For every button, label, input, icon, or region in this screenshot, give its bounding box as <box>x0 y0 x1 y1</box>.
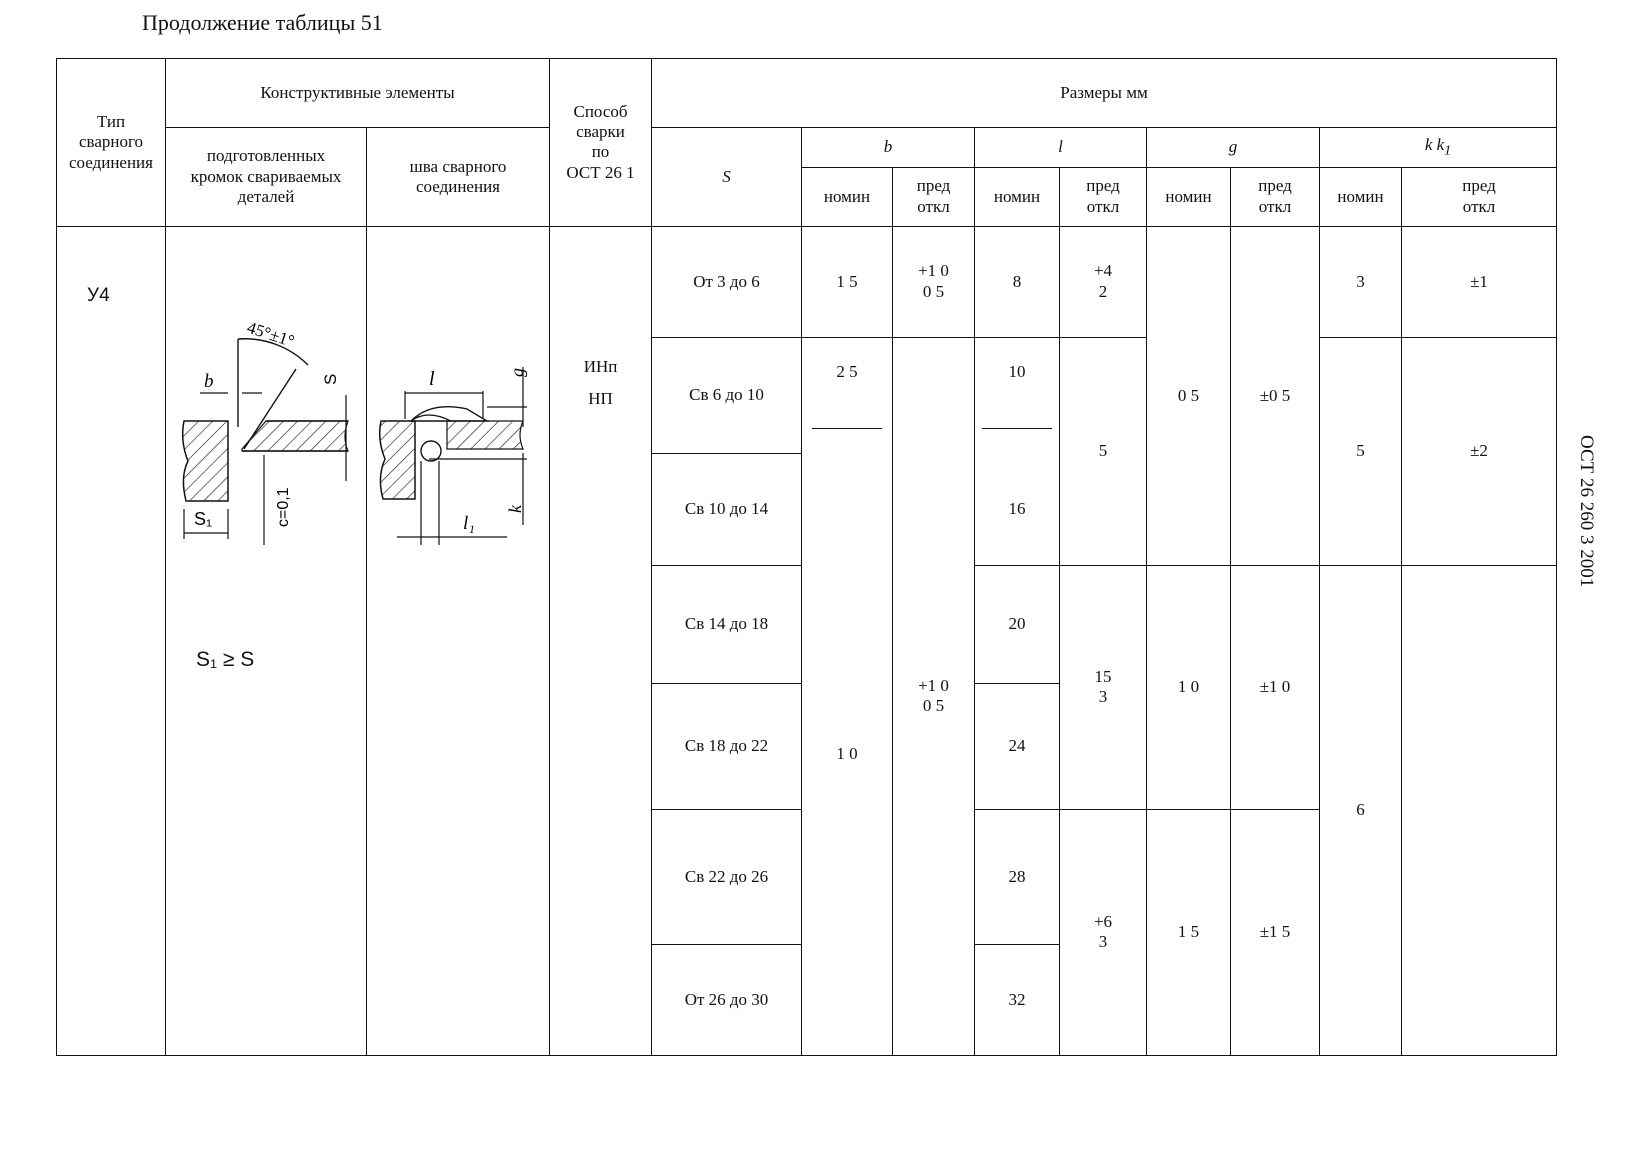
col-prep-header: подготовленных кромок свариваемых деталей <box>166 128 367 227</box>
l-nom-cell: 28 <box>975 809 1060 944</box>
method-cell <box>550 226 652 1055</box>
g-nom-cell: 1 0 <box>1147 565 1231 809</box>
g-nom-header: номин <box>1147 168 1231 227</box>
b-nom-cell: 1 0 <box>802 453 893 1055</box>
col-s-header: S <box>652 128 802 227</box>
b-dev-header: пред откл <box>893 168 975 227</box>
l-nom-cell: 24 <box>975 684 1060 810</box>
k-dev-cell: ±2 <box>1402 337 1557 565</box>
header-row-2 <box>57 128 1557 168</box>
edge-preparation-drawing <box>166 227 366 557</box>
s-dimension-label: S <box>321 373 340 385</box>
s-range-cell: Св 10 до 14 <box>652 453 802 565</box>
weld-type-code: У4 <box>87 284 110 306</box>
header-row-1 <box>57 59 1557 128</box>
gap-dimension-label: c=0,1 <box>275 487 292 527</box>
col-sizes-header: Размеры мм <box>652 59 1557 128</box>
method-line-1: ИНп <box>583 356 618 376</box>
angle-label: 45°±1° <box>244 317 297 351</box>
g-dimension-label: g <box>507 367 527 377</box>
l-dev-cell: 5 <box>1060 337 1147 565</box>
l-dev-cell: +6 3 <box>1060 809 1147 1055</box>
k-nom-cell: 5 <box>1320 337 1402 565</box>
k-nom-header: номин <box>1320 168 1402 227</box>
l-dimension-label: l <box>429 367 435 390</box>
g-nom-cell: 1 5 <box>1147 809 1231 1055</box>
b-nom-cell: 2 5 <box>802 337 893 453</box>
b-dev-cell: +1 0 0 5 <box>893 337 975 1055</box>
s-range-cell: Св 6 до 10 <box>652 337 802 453</box>
l-nom-cell: 32 <box>975 944 1060 1055</box>
l-nom-cell: 8 <box>975 226 1060 337</box>
seam-drawing-cell <box>367 226 550 1055</box>
col-g-header: g <box>1147 128 1320 168</box>
g-nom-cell: 0 5 <box>1147 226 1231 565</box>
b-nom-header: номин <box>802 168 893 227</box>
method-line-2: НП <box>588 389 613 409</box>
table-caption: Продолжение таблицы 51 <box>142 10 383 35</box>
prep-drawing-cell <box>166 226 367 1055</box>
weld-dimensions-table <box>56 58 1557 1056</box>
l-nom-cell: 10 <box>975 337 1060 453</box>
g-dev-cell: ±1 0 <box>1231 565 1320 809</box>
weld-type-cell <box>57 226 166 1055</box>
s-range-cell: От 3 до 6 <box>652 226 802 337</box>
l-dev-cell: +4 2 <box>1060 226 1147 337</box>
k-nom-cell: 3 <box>1320 226 1402 337</box>
s1-dimension-label: S₁ <box>194 508 213 529</box>
l-dev-header: пред откл <box>1060 168 1147 227</box>
g-dev-cell: ±1 5 <box>1231 809 1320 1055</box>
col-type-header: Тип сварного соединения <box>57 59 166 227</box>
s-range-cell: От 26 до 30 <box>652 944 802 1055</box>
g-dev-cell: ±0 5 <box>1231 226 1320 565</box>
col-method-header: Способ сварки по ОСТ 26 1 <box>550 59 652 227</box>
col-b-header: b <box>802 128 975 168</box>
l-nom-cell: 16 <box>975 453 1060 565</box>
b-nom-cell: 1 5 <box>802 226 893 337</box>
b-dev-cell: +1 0 0 5 <box>893 226 975 337</box>
s-range-cell: Св 18 до 22 <box>652 684 802 810</box>
col-seam-header: шва сварного соединения <box>367 128 550 227</box>
l1-dimension-label: l₁ <box>463 512 475 534</box>
col-k-header: k $k_1$ <box>1320 128 1557 168</box>
table-row <box>57 226 1557 337</box>
weld-seam-drawing <box>367 227 549 557</box>
k-dev-cell: ±1 <box>1402 226 1557 337</box>
l-nom-header: номин <box>975 168 1060 227</box>
k-dev-cell <box>1402 565 1557 1055</box>
k-dimension-label: k <box>505 504 525 513</box>
thickness-condition: S₁ ≥ S <box>196 647 255 671</box>
col-l-header: l <box>975 128 1147 168</box>
l-dev-cell: 15 3 <box>1060 565 1147 809</box>
s-range-cell: Св 22 до 26 <box>652 809 802 944</box>
document-code: ОСТ 26 260 3 2001 <box>1576 435 1597 588</box>
k-dev-header: пред откл <box>1402 168 1557 227</box>
k-nom-cell: 6 <box>1320 565 1402 1055</box>
col-elements-header: Конструктивные элементы <box>166 59 550 128</box>
l-nom-cell: 20 <box>975 565 1060 683</box>
g-dev-header: пред откл <box>1231 168 1320 227</box>
s-range-cell: Св 14 до 18 <box>652 565 802 683</box>
b-dimension-label: b <box>204 370 214 392</box>
